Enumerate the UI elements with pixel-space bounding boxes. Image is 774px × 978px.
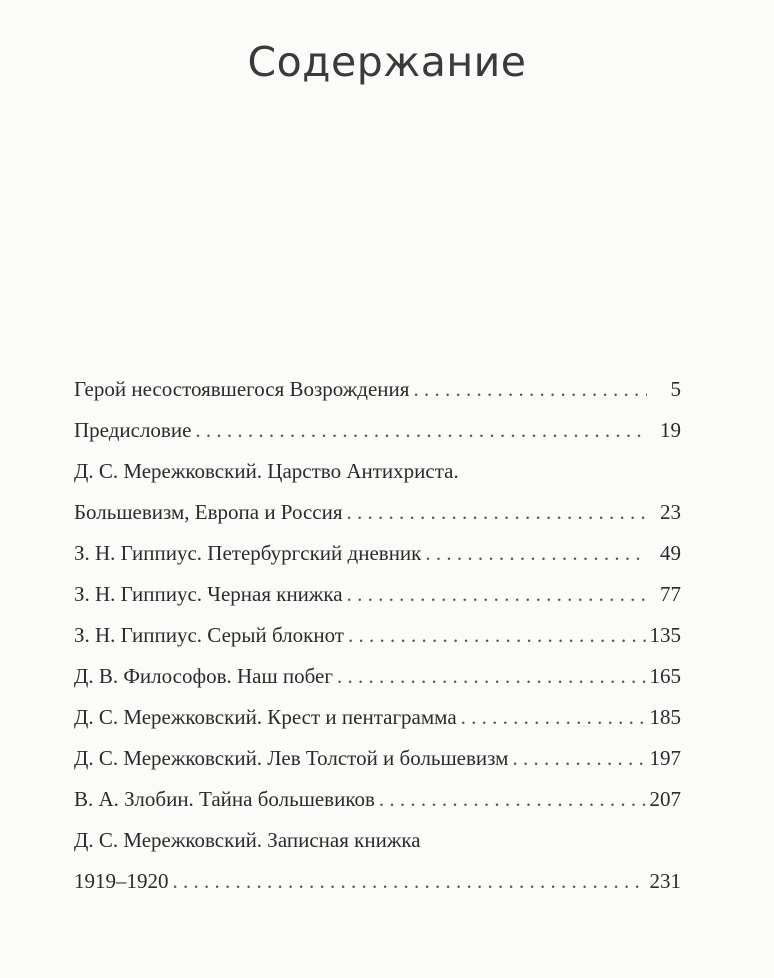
toc-entry — [74, 828, 681, 910]
toc-entry-title: Д. С. Мережковский. Лев Толстой и большевизм — [74, 746, 509, 770]
toc-entry-title-line1: Д. С. Мережковский. Царство Антихриста. — [74, 459, 459, 483]
toc-entry — [74, 746, 681, 787]
toc-entry-title-line1: Д. С. Мережковский. Записная книжка — [74, 828, 421, 852]
toc-page-number: 77 — [660, 582, 681, 606]
toc-page-number: 49 — [660, 541, 681, 565]
toc-entry-title-line2: Большевизм, Европа и Россия — [74, 500, 343, 524]
dot-leader — [512, 746, 645, 771]
dot-leader — [347, 582, 647, 607]
toc-page-number: 197 — [649, 746, 681, 770]
toc-entry-title: З. Н. Гиппиус. Черная книжка — [74, 582, 343, 606]
toc-entry — [74, 459, 681, 541]
toc-entry — [74, 664, 681, 705]
toc-entry — [74, 787, 681, 828]
dot-leader — [173, 869, 646, 894]
dot-leader — [425, 541, 647, 566]
dot-leader — [337, 664, 646, 689]
toc-entry — [74, 582, 681, 623]
toc-entry-title: В. А. Злобин. Тайна большевиков — [74, 787, 375, 811]
toc-entry — [74, 705, 681, 746]
toc-page-number: 135 — [649, 623, 681, 647]
toc-entry — [74, 541, 681, 582]
toc-page-number: 19 — [660, 418, 681, 442]
dot-leader — [379, 787, 646, 812]
toc-page-number: 185 — [649, 705, 681, 729]
toc-entry-title: Герой несостоявшегося Возрождения — [74, 377, 410, 401]
toc-page-number: 231 — [649, 869, 681, 893]
toc-entry — [74, 623, 681, 664]
dot-leader — [413, 377, 647, 402]
toc-page-number: 5 — [670, 377, 681, 401]
toc-entry-title: З. Н. Гиппиус. Петербургский дневник — [74, 541, 422, 565]
toc-entry — [74, 418, 681, 459]
toc-entry-title-line2: 1919–1920 — [74, 869, 169, 893]
page-title: Содержание — [247, 38, 527, 86]
dot-leader — [195, 418, 647, 443]
toc-entry — [74, 377, 681, 418]
toc-entry-title: Д. С. Мережковский. Крест и пентаграмма — [74, 705, 457, 729]
toc-page-number: 23 — [660, 500, 681, 524]
toc-entry-title: Предисловие — [74, 418, 192, 442]
dot-leader — [461, 705, 646, 730]
dot-leader — [347, 500, 647, 525]
toc-entry-title: З. Н. Гиппиус. Серый блокнот — [74, 623, 344, 647]
toc-entry-title: Д. В. Философов. Наш побег — [74, 664, 333, 688]
toc-page-number: 207 — [649, 787, 681, 811]
table-of-contents — [74, 377, 681, 910]
toc-page-number: 165 — [649, 664, 681, 688]
dot-leader — [348, 623, 646, 648]
